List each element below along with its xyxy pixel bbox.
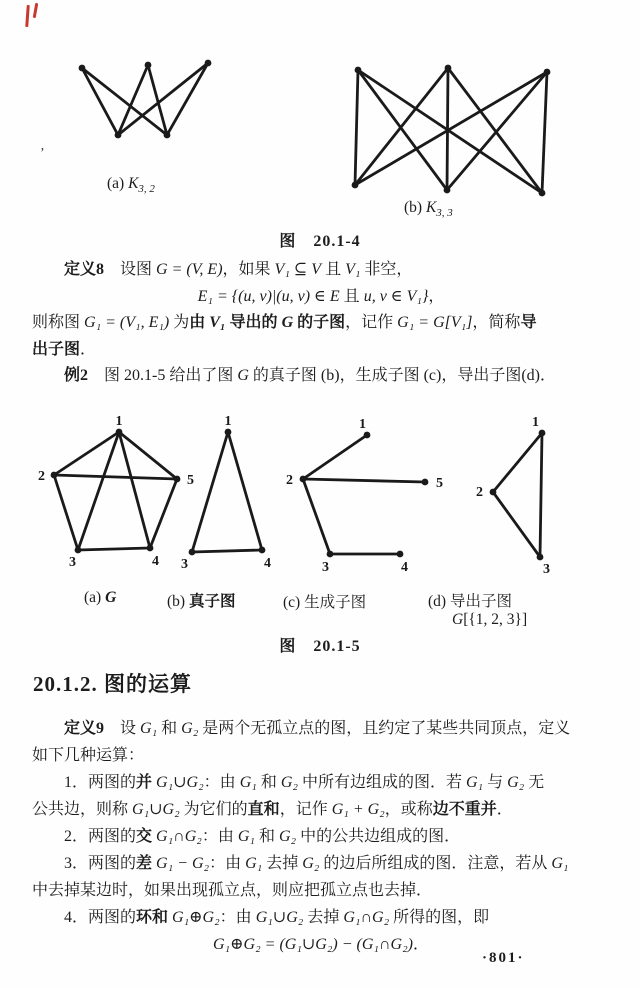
graph-edge <box>355 72 547 185</box>
text-segment: G₁∩G₂ <box>343 909 390 926</box>
text-segment: 为它们的 <box>179 801 248 818</box>
graph-vertex <box>75 547 82 554</box>
graph-vertex <box>444 187 451 194</box>
text-segment: 且 <box>321 261 346 278</box>
fig5-label-a <box>84 589 116 607</box>
text-segment: ：由 <box>201 828 238 845</box>
text-line <box>32 742 610 769</box>
text-segment: G <box>105 589 117 606</box>
text-line <box>32 796 610 823</box>
text-segment: 出子图 <box>32 340 81 358</box>
text-segment: ． <box>412 936 429 953</box>
text-segment: ， <box>428 287 445 305</box>
text-segment: G = (V, E) <box>156 261 223 278</box>
text-segment: E₁ = {(u, v)|(u, v) ∈ E <box>197 287 340 305</box>
graph-vertex <box>259 547 266 554</box>
text-segment: G₁ <box>245 855 263 872</box>
graph-edge <box>54 475 78 550</box>
text-segment: G₁ = (V₁, E₁) <box>84 314 170 331</box>
graph-induced-subgraph <box>476 415 550 577</box>
graph-vertex <box>51 472 58 479</box>
graph-edge <box>119 432 150 548</box>
graph-vertex <box>327 551 334 558</box>
text-segment: G₁ <box>465 774 484 791</box>
graph-vertex <box>300 476 307 483</box>
graph-vertex <box>544 69 551 76</box>
text-segment: G₁∪G₂ <box>156 774 204 791</box>
text-segment: (b) <box>167 593 189 610</box>
vertex-label: 5 <box>187 473 194 488</box>
text-segment: (d) 导出子图 <box>428 593 512 610</box>
graph-edge <box>540 433 542 557</box>
stray-scan-mark: ’ <box>40 146 45 161</box>
text-segment: 和 <box>157 720 182 737</box>
text-segment: 去掉 <box>303 909 344 926</box>
text-segment: 1．两图的 <box>64 774 137 791</box>
text-segment: 环和 <box>136 909 169 926</box>
vertex-label: 2 <box>38 469 45 484</box>
text-segment: ：由 <box>209 855 246 872</box>
text-segment: 和 <box>254 828 279 845</box>
graph-edge <box>167 63 208 135</box>
vertex-label: 3 <box>543 562 550 577</box>
text-segment: ，如果 <box>222 261 275 278</box>
graph-vertex <box>145 62 152 69</box>
graph-vertex <box>174 476 181 483</box>
text-segment: 定义8 <box>64 261 105 278</box>
text-segment: G₂ <box>507 774 525 791</box>
text-segment: G₂ <box>181 720 199 737</box>
text-segment: 设 <box>104 720 141 737</box>
text-segment: 的子图 <box>293 314 346 331</box>
text-segment: G₁ = G[V₁] <box>397 314 473 331</box>
text-segment: 3．两图的 <box>64 855 137 872</box>
graph-vertex <box>537 554 544 561</box>
graph-edge <box>303 479 425 482</box>
text-segment: ，记作 <box>345 314 398 331</box>
text-line <box>32 904 610 931</box>
text-segment: 中所有边组成的图．若 <box>297 774 466 791</box>
text-segment: G <box>281 314 294 331</box>
text-segment: 4．两图的 <box>64 909 137 926</box>
text-segment: ，记作 <box>279 801 332 818</box>
definition-8-paragraph <box>32 257 610 390</box>
text-segment: 和 <box>256 774 281 791</box>
graph-vertex <box>225 429 232 436</box>
text-segment: 为 <box>169 314 190 331</box>
text-segment: K <box>425 199 437 216</box>
text-segment: (a) <box>84 589 106 606</box>
text-segment: V₁ ⊆ V <box>274 261 322 278</box>
graph-vertex <box>205 60 212 67</box>
graph-edge <box>78 548 150 550</box>
text-segment: G₂ <box>280 774 298 791</box>
definition-9-paragraph <box>32 715 610 958</box>
text-segment: ：由 <box>203 774 240 791</box>
graph-vertex <box>490 489 497 496</box>
text-segment: G₁ − G₂ <box>156 855 210 872</box>
text-segment: 与 <box>483 774 508 791</box>
text-segment: 定义9 <box>64 720 105 737</box>
vertex-label: 1 <box>224 414 232 429</box>
text-segment: G <box>237 367 249 384</box>
graph-edge <box>493 492 540 557</box>
text-segment: ，简称 <box>472 314 521 331</box>
graph-graph-g <box>38 414 194 570</box>
text-segment: 是两个无孤立点的图，且约定了某些共同顶点，定义 <box>198 720 571 737</box>
graph-vertex <box>115 132 122 139</box>
text-segment: G₁ <box>237 828 255 845</box>
text-segment: G₁ <box>140 720 158 737</box>
text-segment: ． <box>80 340 97 358</box>
graph-edge <box>54 432 119 475</box>
text-segment: 导出的 <box>225 314 282 331</box>
text-segment: G₁⊕G₂ <box>172 909 220 926</box>
graph-vertex <box>364 432 371 439</box>
vertex-label: 2 <box>476 485 483 500</box>
graph-vertex <box>79 65 86 72</box>
text-segment: 3, 2 <box>138 183 155 195</box>
text-segment: (c) 生成子图 <box>283 594 367 611</box>
text-segment: 中去掉某边时，如果出现孤立点，则应把孤立点也去掉． <box>32 882 433 899</box>
graph-vertex <box>539 430 546 437</box>
vertex-label: 2 <box>286 473 293 488</box>
text-segment: 设图 <box>104 261 157 278</box>
graph-edge <box>358 70 542 193</box>
vertex-label: 3 <box>69 555 76 570</box>
text-segment: G₁∩G₂ <box>156 828 202 845</box>
graph-edge <box>192 432 228 552</box>
text-segment: G₁ <box>551 855 569 872</box>
graph-edge <box>82 68 118 135</box>
fig4-label-k33 <box>404 199 453 219</box>
vertex-label: 4 <box>152 554 159 569</box>
text-segment: 如下几种运算： <box>32 747 145 764</box>
fig5-caption: 图 20.1-5 <box>279 638 361 655</box>
graph-edge <box>54 475 177 479</box>
text-segment: (b) <box>404 199 426 216</box>
graph-edge <box>303 435 367 479</box>
text-segment: G₂ <box>278 828 297 845</box>
fig5-label-d-set <box>452 611 527 629</box>
text-line <box>32 284 610 311</box>
text-segment: 的边后所组成的图．注意，若从 <box>319 855 552 872</box>
graph-k32 <box>79 60 212 139</box>
graph-edge <box>148 65 167 135</box>
vertex-label: 4 <box>264 556 271 571</box>
text-segment: 边不重并 <box>432 801 497 818</box>
vertex-label: 3 <box>322 560 329 575</box>
text-segment: 3, 3 <box>436 207 453 219</box>
graph-spanning-subgraph <box>286 417 443 575</box>
graph-vertex <box>445 65 452 72</box>
text-segment: 真子图 <box>188 593 236 610</box>
text-segment: G₁⊕G₂ = (G₁∪G₂) − (G₁∩G₂) <box>213 936 413 953</box>
text-segment: 非空， <box>360 261 413 278</box>
text-line <box>32 769 610 796</box>
text-segment: 直和 <box>247 801 280 818</box>
text-segment: 交 <box>136 828 153 845</box>
text-segment: ． <box>496 801 513 818</box>
text-segment: 则称图 <box>32 314 85 331</box>
graph-edge <box>355 70 358 185</box>
graph-vertex <box>147 545 154 552</box>
vertex-label: 3 <box>181 557 188 572</box>
vertex-label: 4 <box>401 560 408 575</box>
graph-k33 <box>352 65 551 197</box>
vertex-label: 5 <box>436 476 443 491</box>
graph-vertex <box>116 429 123 436</box>
section-heading: 20.1.2. 图的运算 <box>33 672 192 696</box>
text-segment: G₁ + G₂ <box>331 801 385 818</box>
text-segment: 且 <box>339 287 364 305</box>
vertex-label: 1 <box>532 415 539 430</box>
graph-edge <box>150 479 177 548</box>
graph-vertex <box>355 67 362 74</box>
page-number: ·801· <box>482 950 525 966</box>
text-segment: K <box>128 175 139 192</box>
graph-edge <box>82 68 167 135</box>
graph-edge <box>228 432 262 550</box>
graph-vertex <box>352 182 359 189</box>
fig4-caption: 图 20.1-4 <box>279 233 361 250</box>
text-segment: 并 <box>136 774 153 791</box>
fig5-label-c <box>283 590 366 612</box>
text-segment: 图 20.1-5 给出了图 <box>88 367 238 384</box>
text-line <box>32 715 610 742</box>
text-segment: G₁∪G₂ <box>255 909 304 926</box>
text-line <box>32 363 610 390</box>
text-segment: G₁ <box>239 774 257 791</box>
graph-edge <box>119 432 177 479</box>
text-segment: G₁∪G₂ <box>132 801 180 818</box>
graph-edge <box>303 479 330 554</box>
text-line <box>32 850 610 877</box>
text-segment: G₂ <box>302 855 320 872</box>
text-segment: u, v ∈ V₁} <box>363 287 429 305</box>
text-line <box>32 310 610 337</box>
graph-edge <box>447 72 547 190</box>
graph-vertex <box>539 190 546 197</box>
text-segment: ：由 <box>219 909 256 926</box>
text-segment: 由 <box>189 314 210 331</box>
fig5-label-b <box>167 589 235 611</box>
text-segment: ，或称 <box>384 801 433 818</box>
text-segment: V₁ <box>345 261 361 278</box>
graph-edge <box>493 433 542 492</box>
text-line <box>32 823 610 850</box>
text-line <box>32 257 610 284</box>
text-segment: G <box>452 611 464 628</box>
graph-edge <box>78 432 119 550</box>
text-segment: 所得的图，即 <box>389 909 490 926</box>
text-segment: 公共边，则称 <box>32 801 133 818</box>
fig5-label-d <box>428 589 512 611</box>
graph-vertex <box>397 551 404 558</box>
text-segment: 去掉 <box>262 855 303 872</box>
graph-proper-subgraph <box>181 414 271 572</box>
text-segment: V₁ <box>209 314 226 331</box>
text-segment: 2．两图的 <box>64 828 137 845</box>
text-segment: (a) <box>107 175 129 192</box>
text-segment: 导 <box>520 314 537 331</box>
text-line <box>32 337 610 364</box>
fig4-label-k32 <box>107 175 155 195</box>
text-line <box>32 877 610 904</box>
vertex-label: 1 <box>115 414 123 429</box>
graph-edge <box>542 72 547 193</box>
graph-vertex <box>164 132 171 139</box>
text-segment: [{1, 2, 3}] <box>463 611 528 628</box>
graph-vertex <box>422 479 429 486</box>
vertex-label: 1 <box>359 417 366 432</box>
text-segment: 的真子图 (b)，生成子图 (c)，导出子图(d)． <box>248 367 556 384</box>
graph-vertex <box>189 549 196 556</box>
graph-edge <box>192 550 262 552</box>
text-segment: 差 <box>136 855 153 872</box>
text-segment: 中的公共边组成的图． <box>296 828 461 845</box>
text-segment: 无 <box>524 774 545 791</box>
text-segment: 例2 <box>64 367 89 384</box>
